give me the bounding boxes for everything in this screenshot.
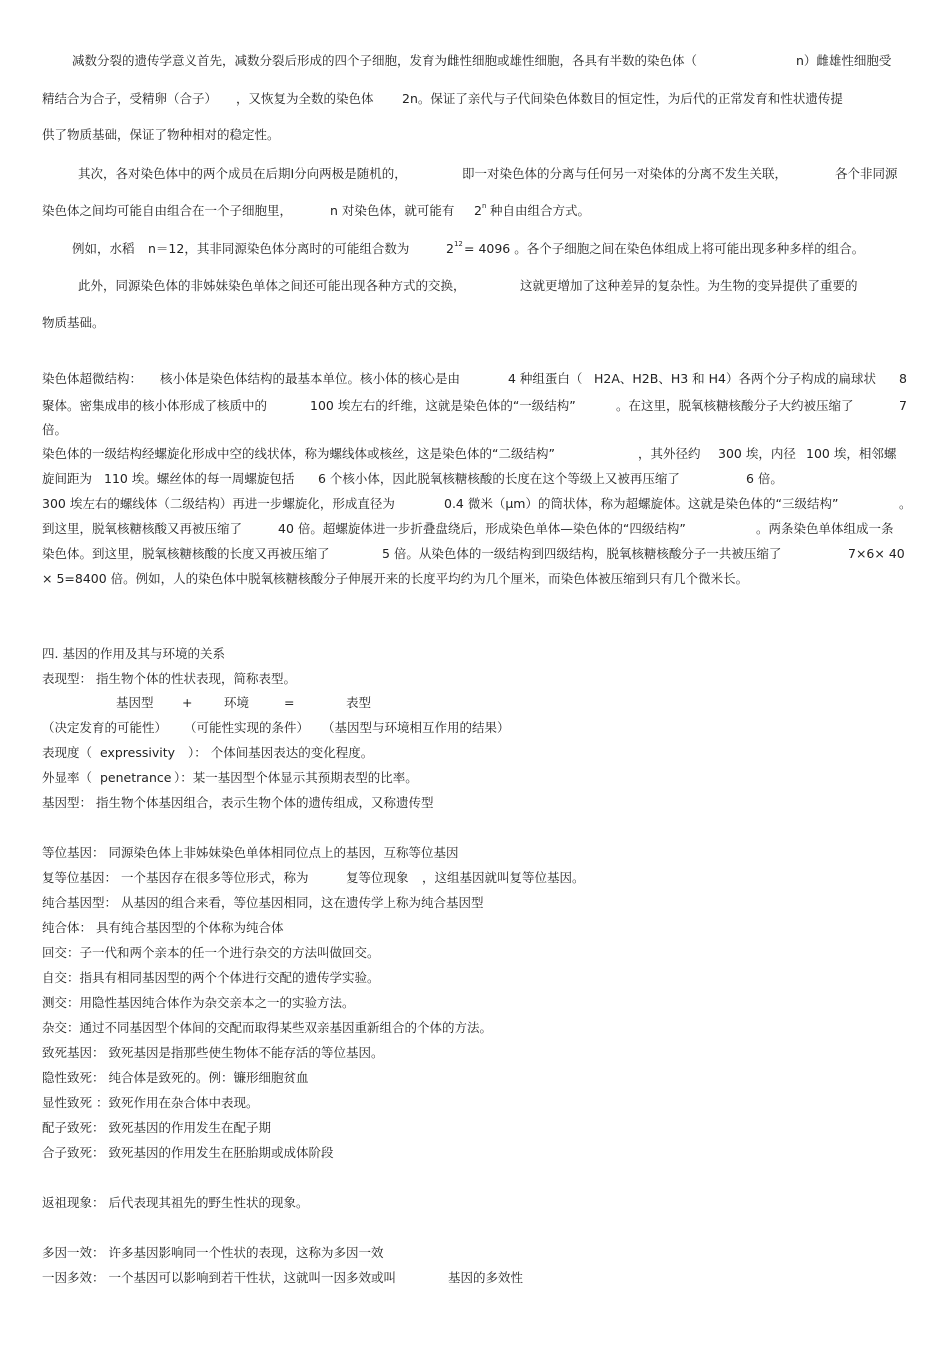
s3-expressivity-b: expressivity bbox=[100, 745, 176, 760]
s4-gametic-lethal: 配子致死： 致死基因的作用发生在配子期 bbox=[42, 1120, 271, 1135]
s1-p1-line2-a: 精结合为合子，受精卵（合子） bbox=[42, 91, 218, 106]
s6-polygenic: 多因一效： 许多基因影响同一个性状的表现，这称为多因一效 bbox=[42, 1245, 384, 1260]
s1-p3-c: $2^{12}$ bbox=[446, 240, 463, 256]
s2-l1-a: 染色体超微结构： bbox=[42, 371, 143, 386]
s3-penetrance-a: 外显率（ bbox=[42, 770, 93, 785]
s5-atavism: 返祖现象： 后代表现其祖先的野生性状的现象。 bbox=[42, 1195, 309, 1210]
s2-l6-b: 0.4 微米（μm）的筒状体，称为超螺旋体。这就是染色体的“三级结构” bbox=[444, 496, 839, 511]
s4-testcross: 测交：用隐性基因纯合体作为杂交亲本之一的实验方法。 bbox=[42, 995, 355, 1010]
s2-l2-d: 7 bbox=[899, 398, 907, 413]
s2-l5-a: 旋间距为 bbox=[42, 471, 93, 486]
s4-backcross: 回交：子一代和两个亲本的任一个进行杂交的方法叫做回交。 bbox=[42, 945, 380, 960]
s2-l2-c: 。在这里，脱氧核糖核酸分子大约被压缩了 bbox=[616, 398, 854, 413]
s4-pure-genotype: 纯合基因型： 从基因的组合来看，等位基因相同，这在遗传学上称为纯合基因型 bbox=[42, 895, 484, 910]
s4-multi-allele-b: 复等位现象 bbox=[346, 870, 409, 885]
s2-l2-b: 100 埃左右的纤维，这就是染色体的“一级结构” bbox=[310, 398, 576, 413]
s2-l4-a: 染色体的一级结构经螺旋化形成中空的线状体，称为螺线体或核丝，这是染色体的“二级结构” bbox=[42, 446, 555, 461]
s2-l4-b: ，其外径约 bbox=[638, 446, 701, 461]
s2-l3: 倍。 bbox=[42, 422, 68, 437]
s2-l7-a: 到这里，脱氧核糖核酸又再被压缩了 bbox=[42, 521, 243, 536]
eq-env: 环境 bbox=[224, 695, 250, 710]
s2-l1-b: 核小体是染色体结构的最基本单位。核小体的核心是由 bbox=[160, 371, 461, 386]
s2-l6-c: 。 bbox=[899, 496, 912, 511]
s2-l5-d: 6 倍。 bbox=[746, 471, 783, 486]
s2-l1-e: 8 bbox=[899, 371, 907, 386]
s2-l1-c: 4 种组蛋白（ bbox=[508, 371, 583, 386]
s4-multi-allele-c: ，这组基因就叫复等位基因。 bbox=[422, 870, 585, 885]
s1-p1-line1-end: n）雌雄性细胞受 bbox=[796, 53, 892, 68]
s3-phenotype: 表现型： 指生物个体的性状表现，简称表型。 bbox=[42, 671, 296, 686]
s1-p1-line3: 供了物质基础，保证了物种相对的稳定性。 bbox=[42, 127, 280, 142]
s1-p4-line1-a: 此外，同源染色体的非姊妹染色单体之间还可能出现各种方式的交换， bbox=[78, 278, 466, 293]
s1-p4-line1-b: 这就更增加了这种差异的复杂性。为生物的变异提供了重要的 bbox=[520, 278, 858, 293]
s1-p1-line2-c: 2n。保证了亲代与子代间染色体数目的恒定性，为后代的正常发育和性状遗传提 bbox=[402, 91, 843, 106]
s4-zygotic-lethal: 合子致死： 致死基因的作用发生在胚胎期或成体阶段 bbox=[42, 1145, 334, 1160]
s1-p2-line2-a: 染色体之间均可能自由组合在一个子细胞里， bbox=[42, 203, 293, 218]
s2-l5-c: 6 个核小体，因此脱氧核糖核酸的长度在这个等级上又被再压缩了 bbox=[318, 471, 680, 486]
s4-recessive-lethal: 隐性致死： 纯合体是致死的。例：镰形细胞贫血 bbox=[42, 1070, 309, 1085]
s4-multi-allele-a: 复等位基因： 一个基因存在很多等位形式，称为 bbox=[42, 870, 309, 885]
s2-l9: × 5=8400 倍。例如，人的染色体中脱氧核糖核酸分子伸展开来的长度平均约为几个厘米，而染色体被压缩到只有几个微米长。 bbox=[42, 571, 749, 586]
s2-l4-c: 300 埃，内径 bbox=[718, 446, 796, 461]
s4-homozygote: 纯合体： 具有纯合基因型的个体称为纯合体 bbox=[42, 920, 284, 935]
s2-l6-a: 300 埃左右的螺线体（二级结构）再进一步螺旋化，形成直径为 bbox=[42, 496, 395, 511]
s2-l7-c: 。两条染色单体组成一条 bbox=[756, 521, 894, 536]
s1-p2-line2-c: 2$^n$ bbox=[474, 202, 487, 218]
s4-selfing: 自交：指具有相同基因型的两个个体进行交配的遗传学实验。 bbox=[42, 970, 380, 985]
s1-p2-line1-b: 即一对染色体的分离与任何另一对染体的分离不发生关联， bbox=[462, 166, 788, 181]
eq-note-2: （可能性实现的条件） bbox=[184, 720, 310, 735]
s3-penetrance-c: ）：某一基因型个体显示其预期表型的比率。 bbox=[174, 770, 418, 785]
s1-p3-b: n＝12，其非同源染色体分离时的可能组合数为 bbox=[148, 241, 410, 256]
s3-expressivity-c: ）： 个体间基因表达的变化程度。 bbox=[188, 745, 374, 760]
s6-pleiotropy-a: 一因多效： 一个基因可以影响到若干性状，这就叫一因多效或叫 bbox=[42, 1270, 396, 1285]
s2-l7-b: 40 倍。超螺旋体进一步折叠盘绕后，形成染色单体—染色体的“四级结构” bbox=[278, 521, 686, 536]
s3-expressivity-a: 表现度（ bbox=[42, 745, 93, 760]
s4-hybrid: 杂交：通过不同基因型个体间的交配而取得某些双亲基因重新组合的个体的方法。 bbox=[42, 1020, 493, 1035]
eq-plus: + bbox=[182, 695, 193, 710]
s2-l1-d: H2A、H2B、H3 和 H4）各两个分子构成的扁球状 bbox=[594, 371, 876, 386]
s1-p1-line1 bbox=[72, 53, 697, 69]
s2-l4-d: 100 埃，相邻螺 bbox=[806, 446, 897, 461]
s6-pleiotropy-b: 基因的多效性 bbox=[448, 1270, 524, 1285]
s1-p2-line1-c: 各个非同源 bbox=[835, 166, 898, 181]
s2-l8-a: 染色体。到这里，脱氧核糖核酸的长度又再被压缩了 bbox=[42, 546, 330, 561]
s3-heading: 四. 基因的作用及其与环境的关系 bbox=[42, 646, 225, 661]
s1-p2-line1-a: 其次，各对染色体中的两个成员在后期Ⅰ分向两极是随机的， bbox=[78, 166, 407, 181]
s1-p2-line2-d: 种自由组合方式。 bbox=[490, 203, 591, 218]
eq-note-1: （决定发育的可能性） bbox=[42, 720, 168, 735]
s3-penetrance-b: penetrance bbox=[100, 770, 172, 785]
s2-l8-c: 7×6× 40 bbox=[848, 546, 905, 561]
s4-allele: 等位基因： 同源染色体上非姊妹染色单体相同位点上的基因，互称等位基因 bbox=[42, 845, 459, 860]
text: 减数分裂的遗传学意义首先，减数分裂后形成的四个子细胞，发育为雌性细胞或雄性细胞，各具有半数的染色体（ bbox=[72, 53, 698, 68]
eq-pheno: 表型 bbox=[346, 695, 372, 710]
s2-l2-a: 聚体。密集成串的核小体形成了核质中的 bbox=[42, 398, 268, 413]
s1-p4-line2: 物质基础。 bbox=[42, 315, 105, 330]
s1-p3-a: 例如，水稻 bbox=[72, 241, 135, 256]
s2-l5-b: 110 埃。螺丝体的每一周螺旋包括 bbox=[104, 471, 295, 486]
eq-note-3: （基因型与环境相互作用的结果） bbox=[322, 720, 510, 735]
s1-p2-line2-b: n 对染色体，就可能有 bbox=[330, 203, 455, 218]
s3-genotype: 基因型： 指生物个体基因组合，表示生物个体的遗传组成，又称遗传型 bbox=[42, 795, 434, 810]
s4-lethal: 致死基因： 致死基因是指那些使生物体不能存活的等位基因。 bbox=[42, 1045, 384, 1060]
s4-dominant-lethal: 显性致死 ：致死作用在杂合体中表现。 bbox=[42, 1095, 259, 1110]
s1-p1-line2-b: ，又恢复为全数的染色体 bbox=[236, 91, 374, 106]
s2-l8-b: 5 倍。从染色体的一级结构到四级结构，脱氧核糖核酸分子一共被压缩了 bbox=[382, 546, 782, 561]
eq-equals: = bbox=[284, 695, 295, 710]
eq-genotype: 基因型 bbox=[116, 695, 154, 710]
s1-p3-d: = 4096 。各个子细胞之间在染色体组成上将可能出现多种多样的组合。 bbox=[464, 241, 865, 256]
